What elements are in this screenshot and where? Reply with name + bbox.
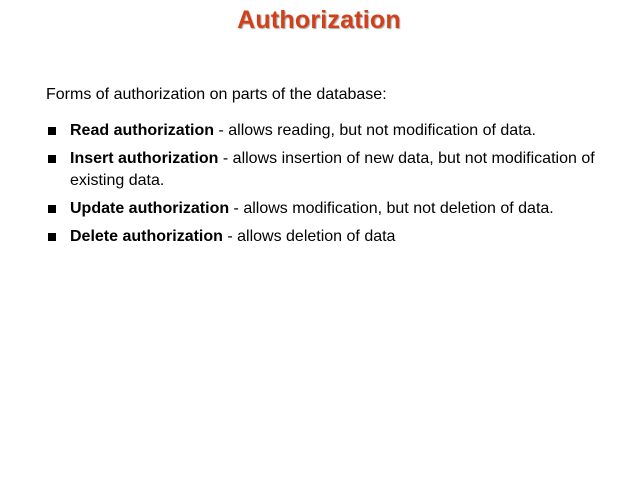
square-bullet-icon (48, 205, 56, 213)
bullet-term: Insert authorization (70, 150, 219, 167)
square-bullet-icon (48, 233, 56, 241)
square-bullet-icon (48, 127, 56, 135)
bullet-description: - allows insertion of new data, but not modification of existing data. (70, 150, 595, 189)
bullet-item-read (46, 120, 606, 142)
bullet-list (46, 120, 606, 254)
bullet-description: - allows reading, but not modification of data. (214, 122, 536, 139)
bullet-item-delete (46, 226, 606, 248)
bullet-item-insert (46, 148, 606, 192)
bullet-term: Update authorization (70, 200, 230, 217)
bullet-description: - allows modification, but not deletion of data. (229, 200, 554, 217)
bullet-term: Delete authorization (70, 228, 223, 245)
square-bullet-icon (48, 155, 56, 163)
intro-text: Forms of authorization on parts of the database: (46, 86, 387, 103)
bullet-item-update (46, 198, 606, 220)
bullet-description: - allows deletion of data (222, 228, 396, 245)
bullet-term: Read authorization (70, 122, 215, 139)
slide-title: Authorization (237, 6, 401, 34)
